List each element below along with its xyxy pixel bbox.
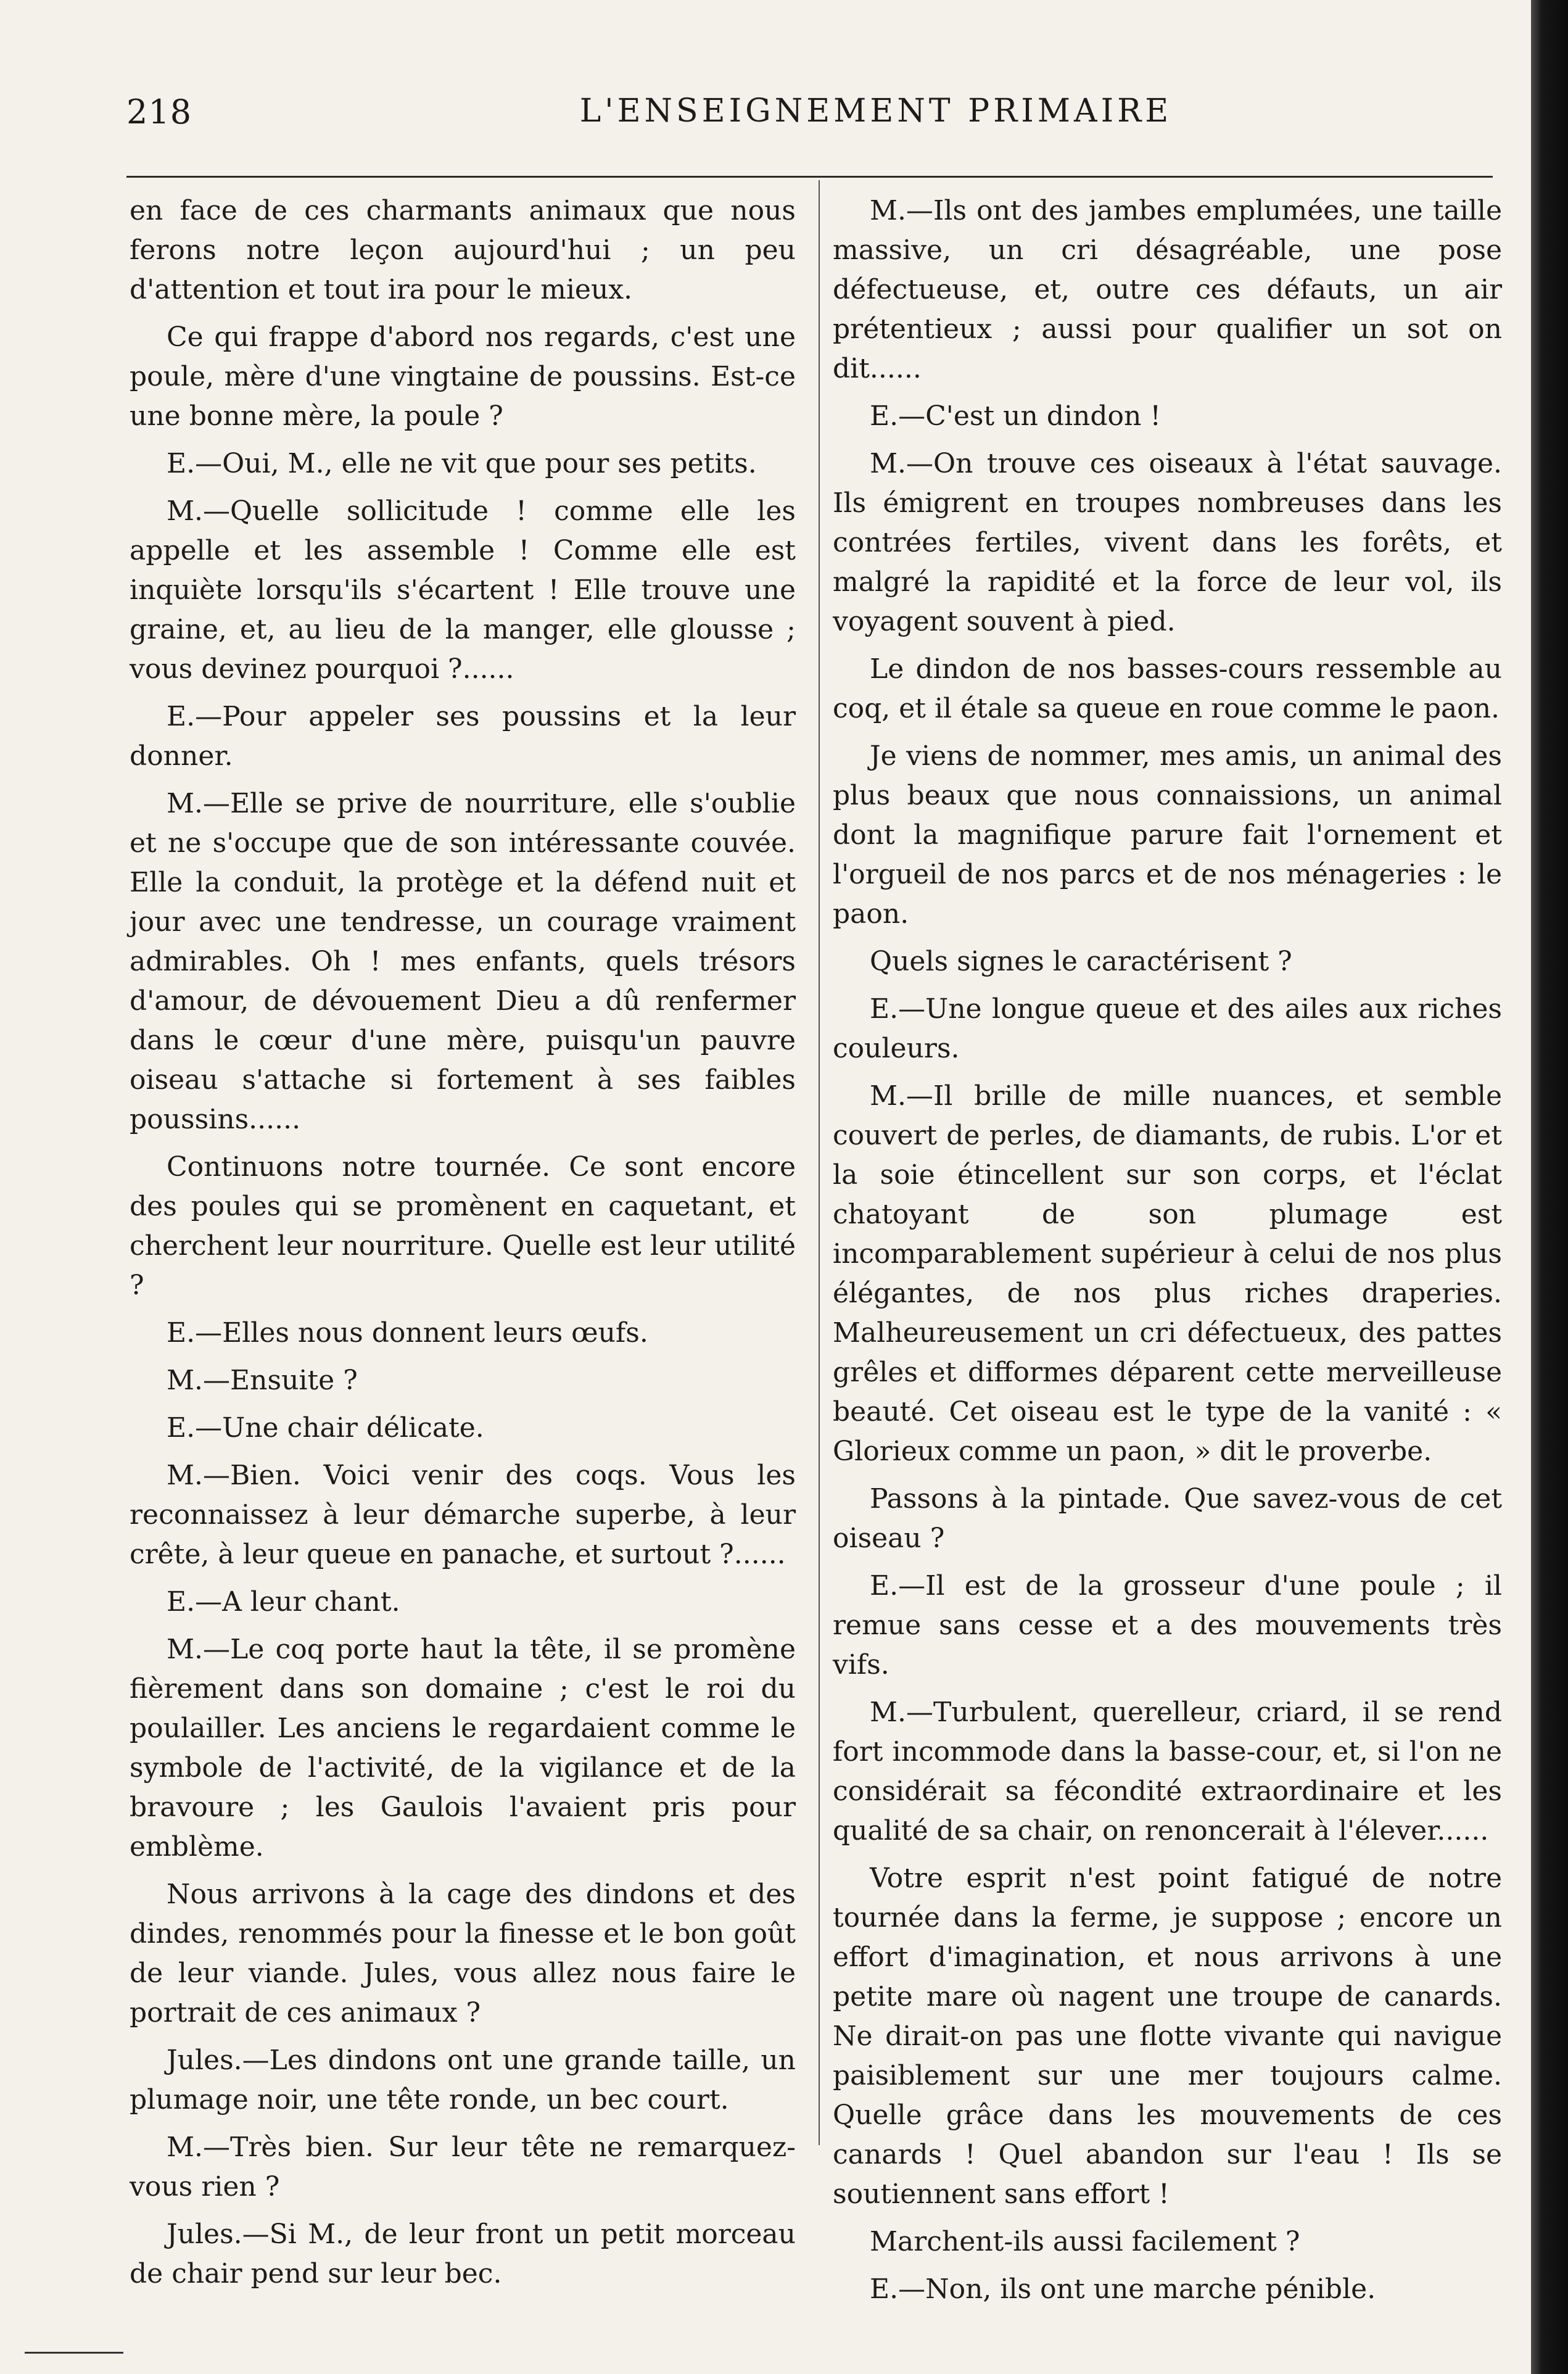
paragraph: en face de ces charmants animaux que nous ferons notre leçon aujourd'hui ; un peu d'attention et tout ira pour le mieux. (130, 195, 796, 305)
paragraph: M.—Il brille de mille nuances, et semble couvert de perles, de diamants, de rubis. L'or et la soie étincellent sur son corps, et l'éclat chatoyant de son plumage est incomparablement supérieur à celui de nos plus élégantes, de nos plus riches draperies. Malheureusement un cri défectueux, des pattes grêles et difformes déparent cette merveilleuse beauté. Cet oiseau est le type de la vanité : « Glorieux comme un paon, » dit le proverbe. (833, 1080, 1502, 1467)
paragraph: Je viens de nommer, mes amis, un animal des plus beaux que nous connaissions, un animal dont la magnifique parure fait l'ornement et l'orgueil de nos parcs et de nos ménageries : le paon. (833, 740, 1502, 930)
paragraph: Le dindon de nos basses-cours ressemble au coq, et il étale sa queue en roue comme le paon. (833, 653, 1502, 724)
column-divider (819, 180, 820, 2145)
paragraph: M.—Quelle sollicitude ! comme elle les appelle et les assemble ! Comme elle est inquiète lorsqu'ils s'écartent ! Elle trouve une graine, et, au lieu de la manger, elle glousse ; vous devinez pourquoi ?...... (130, 495, 796, 685)
paragraph: E.—Non, ils ont une marche pénible. (870, 2273, 1376, 2305)
paragraph: Passons à la pintade. Que savez-vous de cet oiseau ? (833, 1483, 1502, 1554)
scan-binding-edge (1531, 0, 1568, 2374)
paragraph: E.—Oui, M., elle ne vit que pour ses petits. (167, 448, 757, 479)
paragraph: Nous arrivons à la cage des dindons et des dindes, renommés pour la finesse et le bon goût de leur viande. Jules, vous allez nous faire le portrait de ces animaux ? (130, 1879, 796, 2029)
paragraph: M.—Ensuite ? (167, 1365, 358, 1396)
paragraph: E.—Une chair délicate. (167, 1412, 484, 1444)
paragraph: E.—Pour appeler ses poussins et la leur donner. (130, 701, 796, 772)
paragraph: Ce qui frappe d'abord nos regards, c'est une poule, mère d'une vingtaine de poussins. Est-ce une bonne mère, la poule ? (130, 321, 796, 432)
paragraph: Continuons notre tournée. Ce sont encore des poules qui se promènent en caquetant, et cherchent leur nourriture. Quelle est leur utilité ? (130, 1151, 796, 1301)
paragraph: E.—C'est un dindon ! (870, 400, 1162, 432)
margin-rule (25, 2352, 123, 2354)
paragraph: Votre esprit n'est point fatigué de notre tournée dans la ferme, je suppose ; encore un effort d'imagination, et nous arrivons à une petite mare où nagent une troupe de canards. Ne dirait-on pas une flotte vivante qui navigue paisiblement sur une mer toujours calme. Quelle grâce dans les mouvements de ces canards ! Quel abandon sur l'eau ! Ils se soutiennent sans effort ! (833, 1863, 1502, 2210)
paragraph: M.—Le coq porte haut la tête, il se promène fièrement dans son domaine ; c'est le roi du poulailler. Les anciens le regardaient comme le symbole de l'activité, de la vigilance et de la bravoure ; les Gaulois l'avaient pris pour emblème. (130, 1634, 796, 1863)
paragraph: M.—Elle se prive de nourriture, elle s'oublie et ne s'occupe que de son intéressante couvée. Elle la conduit, la protège et la défend nuit et jour avec une tendresse, un courage vraiment admirables. Oh ! mes enfants, quels trésors d'amour, de dévouement Dieu a dû renfermer dans le cœur d'une mère, puisqu'un pauvre oiseau s'attache si fortement à ses faibles poussins...... (130, 788, 796, 1135)
paragraph: M.—Ils ont des jambes emplumées, une taille massive, un cri désagréable, une pose défectueuse, et, outre ces défauts, un air prétentieux ; aussi pour qualifier un sot on dit...... (833, 195, 1502, 384)
paragraph: E.—Une longue queue et des ailes aux riches couleurs. (833, 993, 1502, 1064)
paragraph: E.—Il est de la grosseur d'une poule ; il remue sans cesse et a des mouvements très vifs. (833, 1570, 1502, 1681)
paragraph: M.—Bien. Voici venir des coqs. Vous les reconnaissez à leur démarche superbe, à leur crête, à leur queue en panache, et surtout ?...... (130, 1460, 796, 1570)
right-column (833, 191, 1502, 2317)
header-rule (126, 176, 1493, 178)
page-number: 218 (126, 93, 192, 131)
paragraph: Quels signes le caractérisent ? (870, 946, 1292, 977)
paragraph: E.—A leur chant. (167, 1586, 400, 1618)
paragraph: Marchent-ils aussi facilement ? (870, 2226, 1300, 2257)
paragraph: E.—Elles nous donnent leurs œufs. (167, 1317, 648, 1349)
paragraph: M.—Turbulent, querelleur, criard, il se rend fort incommode dans la basse-cour, et, si l'on ne considérait sa fécondité extraordinaire et les qualité de sa chair, on renoncerait à l'élever...... (833, 1697, 1502, 1847)
paragraph: M.—On trouve ces oiseaux à l'état sauvage. Ils émigrent en troupes nombreuses dans les contrées fertiles, vivent dans les forêts, et malgré la rapidité et la force de leur vol, ils voyagent souvent à pied. (833, 448, 1502, 637)
paragraph: Jules.—Si M., de leur front un petit morceau de chair pend sur leur bec. (130, 2219, 796, 2289)
paragraph: Jules.—Les dindons ont une grande taille, un plumage noir, une tête ronde, un bec court. (130, 2045, 796, 2116)
paragraph: M.—Très bien. Sur leur tête ne remarquez-vous rien ? (130, 2132, 796, 2202)
left-column (130, 191, 796, 2302)
running-title: L'ENSEIGNEMENT PRIMAIRE (579, 93, 1173, 130)
